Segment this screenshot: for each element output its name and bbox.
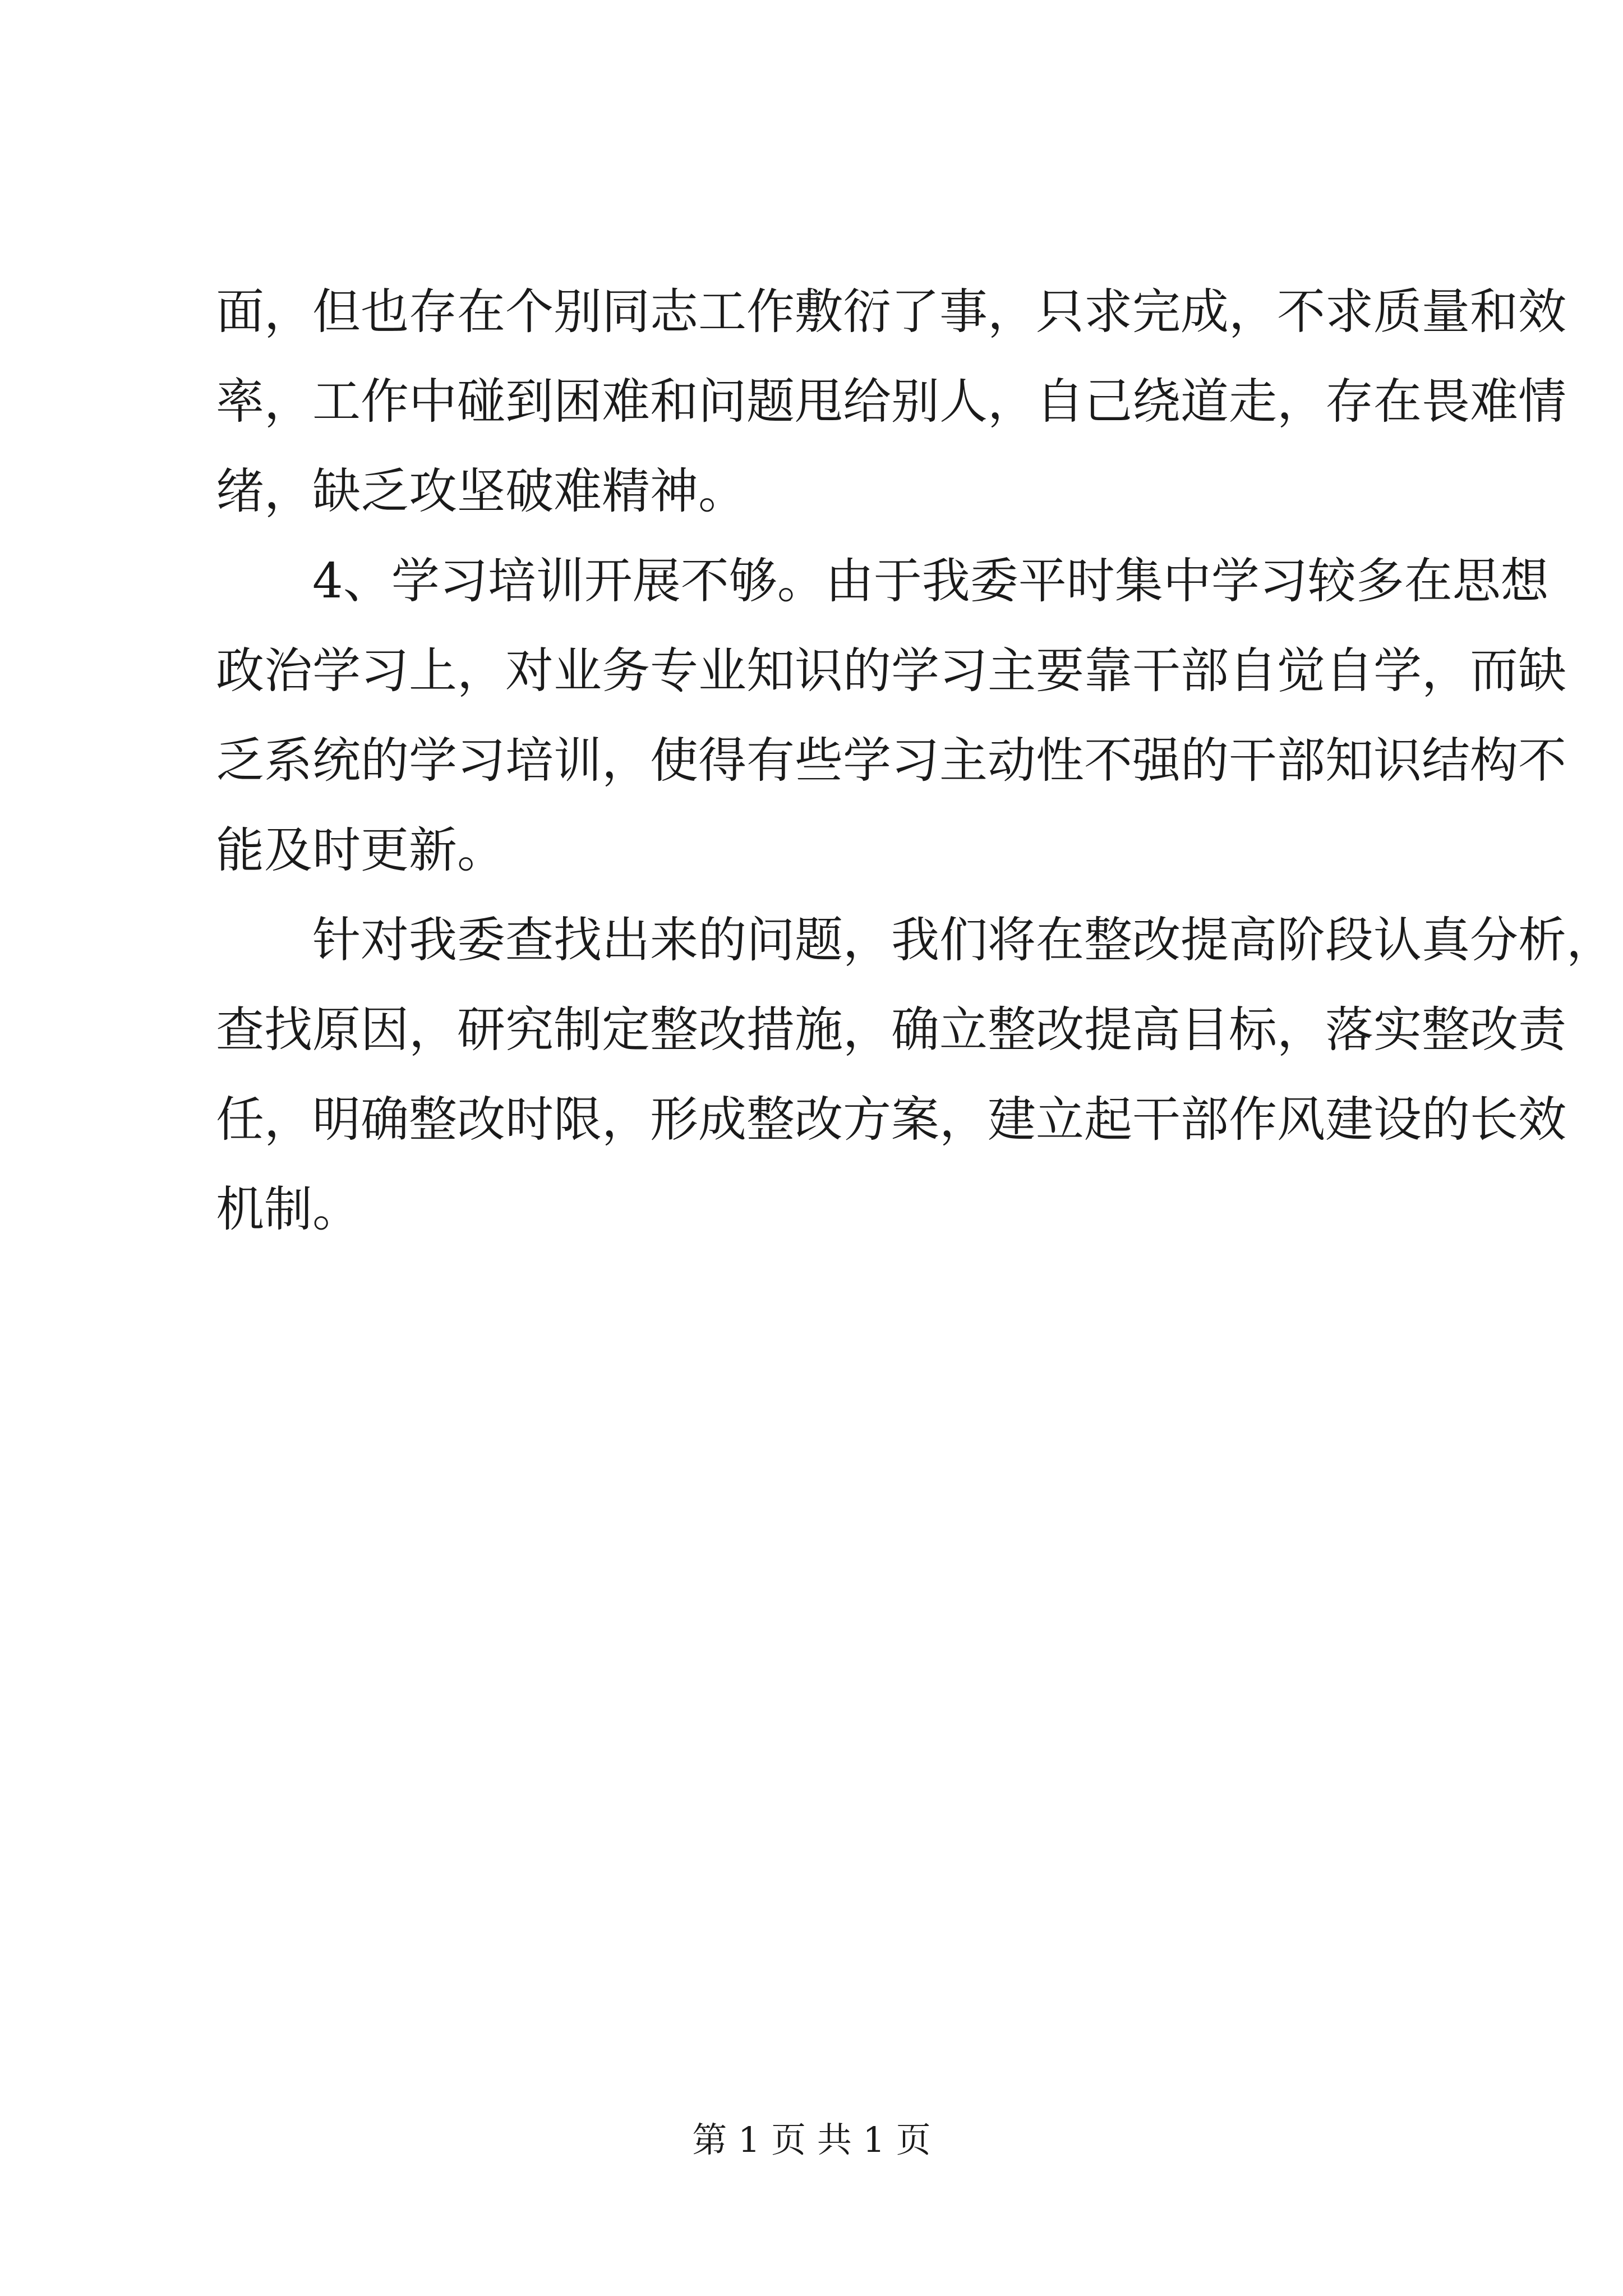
page-number-footer: 第 1 页 共 1 页 (692, 2119, 931, 2160)
paragraph-1-line-3: 绪，缺乏攻坚破难精神。 (216, 463, 746, 519)
paragraph-2-line-4: 能及时更新。 (216, 822, 505, 878)
paragraph-3-line-4: 机制。 (216, 1181, 361, 1237)
document-body (216, 280, 1615, 1268)
paragraph-3-line-3: 任，明确整改时限，形成整改方案，建立起干部作风建设的长效 (216, 1092, 1566, 1148)
paragraph-3-line-1: 针对我委查找出来的问题，我们将在整改提高阶段认真分析， (216, 912, 1615, 968)
paragraph-1-line-2: 率，工作中碰到困难和问题甩给别人，自己绕道走，存在畏难情 (216, 374, 1566, 430)
paragraph-1-line-1: 面，但也存在个别同志工作敷衍了事，只求完成，不求质量和效 (216, 284, 1566, 340)
paragraph-2-line-2: 政治学习上，对业务专业知识的学习主要靠干部自觉自学，而缺 (216, 643, 1566, 699)
paragraph-2-line-3: 乏系统的学习培训，使得有些学习主动性不强的干部知识结构不 (216, 733, 1566, 789)
paragraph-2-line-1: 4、学习培训开展不够。由于我委平时集中学习较多在思想 (216, 553, 1549, 609)
paragraph-3-line-2: 查找原因，研究制定整改措施，确立整改提高目标，落实整改责 (216, 1002, 1566, 1058)
